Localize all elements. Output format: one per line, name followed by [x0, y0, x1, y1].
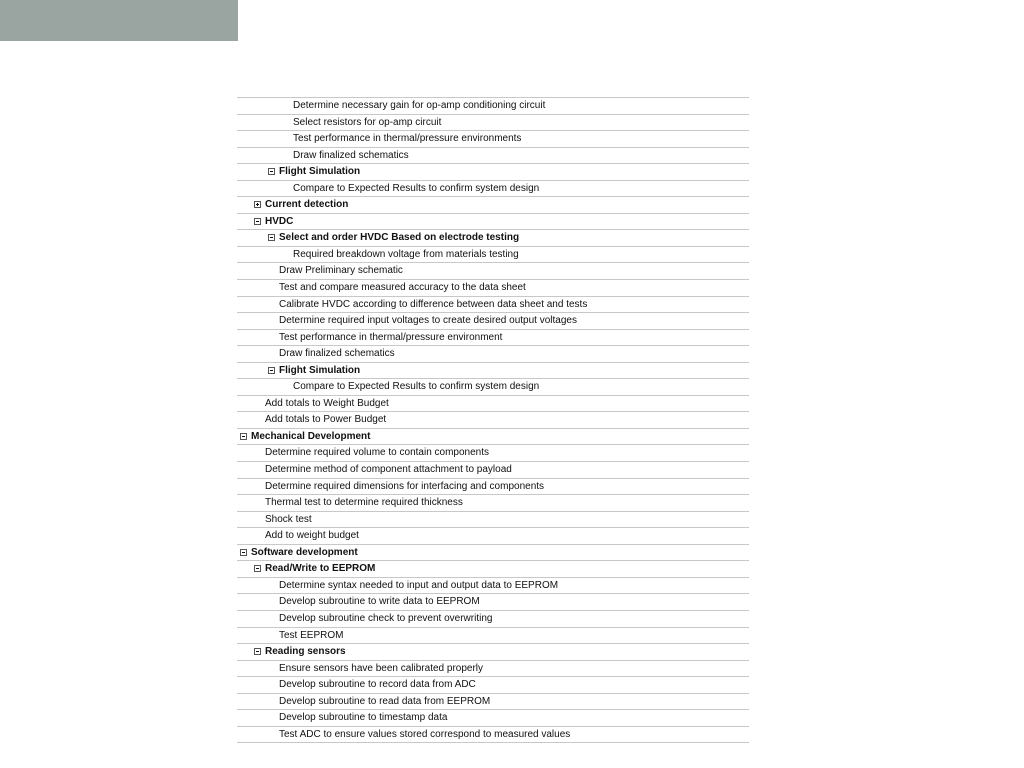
task-row[interactable]: [237, 628, 749, 645]
task-label: Add totals to Weight Budget: [265, 397, 389, 409]
collapse-icon[interactable]: [240, 549, 247, 556]
task-row[interactable]: [237, 694, 749, 711]
task-row[interactable]: [237, 479, 749, 496]
task-outline: [237, 97, 749, 743]
task-row[interactable]: [237, 148, 749, 165]
task-row[interactable]: [237, 98, 749, 115]
task-row[interactable]: [237, 412, 749, 429]
task-label: Mechanical Development: [251, 430, 371, 442]
task-label: Compare to Expected Results to confirm system design: [293, 381, 540, 393]
summary-task-row[interactable]: [237, 561, 749, 578]
task-label: Flight Simulation: [279, 166, 361, 178]
task-label: Test ADC to ensure values stored correspond to measured values: [279, 728, 571, 740]
task-row[interactable]: [237, 396, 749, 413]
task-row[interactable]: [237, 330, 749, 347]
task-row[interactable]: [237, 247, 749, 264]
task-row[interactable]: [237, 512, 749, 529]
task-row[interactable]: [237, 710, 749, 727]
summary-task-row[interactable]: [237, 197, 749, 214]
task-row[interactable]: [237, 313, 749, 330]
collapse-icon[interactable]: [240, 433, 247, 440]
task-row[interactable]: [237, 115, 749, 132]
task-row[interactable]: [237, 280, 749, 297]
task-row[interactable]: [237, 594, 749, 611]
task-label: Determine required volume to contain components: [265, 447, 490, 459]
task-row[interactable]: [237, 611, 749, 628]
task-row[interactable]: [237, 379, 749, 396]
task-label: Software development: [251, 546, 358, 558]
task-label: Current detection: [265, 199, 349, 211]
task-label: Test performance in thermal/pressure environment: [279, 331, 503, 343]
task-label: Compare to Expected Results to confirm system design: [293, 182, 540, 194]
task-row[interactable]: [237, 495, 749, 512]
summary-task-row[interactable]: [237, 429, 749, 446]
task-label: Calibrate HVDC according to difference between data sheet and tests: [279, 298, 588, 310]
task-label: Required breakdown voltage from materials testing: [293, 248, 519, 260]
task-label: Select and order HVDC Based on electrode testing: [279, 232, 520, 244]
summary-task-row[interactable]: [237, 164, 749, 181]
task-row[interactable]: [237, 445, 749, 462]
collapse-icon[interactable]: [268, 367, 275, 374]
task-row[interactable]: [237, 528, 749, 545]
summary-task-row[interactable]: [237, 545, 749, 562]
task-row[interactable]: [237, 677, 749, 694]
collapse-icon[interactable]: [254, 648, 261, 655]
summary-task-row[interactable]: [237, 230, 749, 247]
task-label: Test EEPROM: [279, 629, 344, 641]
collapse-icon[interactable]: [268, 234, 275, 241]
task-label: HVDC: [265, 215, 294, 227]
task-label: Determine method of component attachment to payload: [265, 464, 512, 476]
task-label: Flight Simulation: [279, 364, 361, 376]
task-label: Develop subroutine to write data to EEPROM: [279, 596, 480, 608]
task-label: Shock test: [265, 513, 312, 525]
task-row[interactable]: [237, 462, 749, 479]
task-row[interactable]: [237, 181, 749, 198]
task-label: Test performance in thermal/pressure environments: [293, 133, 522, 145]
task-row[interactable]: [237, 131, 749, 148]
task-label: Determine required dimensions for interfacing and components: [265, 480, 545, 492]
task-row[interactable]: [237, 578, 749, 595]
collapse-icon[interactable]: [268, 168, 275, 175]
task-row[interactable]: [237, 297, 749, 314]
task-label: Develop subroutine to timestamp data: [279, 712, 448, 724]
task-label: Draw finalized schematics: [279, 348, 395, 360]
task-label: Determine required input voltages to create desired output voltages: [279, 315, 577, 327]
task-row[interactable]: [237, 661, 749, 678]
task-row[interactable]: [237, 346, 749, 363]
task-label: Draw finalized schematics: [293, 149, 409, 161]
task-label: Select resistors for op-amp circuit: [293, 116, 442, 128]
task-label: Determine syntax needed to input and output data to EEPROM: [279, 579, 559, 591]
task-label: Read/Write to EEPROM: [265, 563, 376, 575]
task-row[interactable]: [237, 263, 749, 280]
task-label: Ensure sensors have been calibrated properly: [279, 662, 484, 674]
task-label: Thermal test to determine required thickness: [265, 497, 463, 509]
task-label: Develop subroutine to record data from ADC: [279, 679, 476, 691]
task-label: Test and compare measured accuracy to the data sheet: [279, 282, 526, 294]
corner-decoration: [0, 0, 238, 41]
task-label: Develop subroutine to read data from EEPROM: [279, 695, 491, 707]
task-label: Draw Preliminary schematic: [279, 265, 403, 277]
summary-task-row[interactable]: [237, 363, 749, 380]
summary-task-row[interactable]: [237, 644, 749, 661]
task-label: Develop subroutine check to prevent overwriting: [279, 612, 493, 624]
expand-icon[interactable]: [254, 201, 261, 208]
task-label: Add totals to Power Budget: [265, 414, 387, 426]
collapse-icon[interactable]: [254, 218, 261, 225]
task-row[interactable]: [237, 727, 749, 744]
collapse-icon[interactable]: [254, 565, 261, 572]
summary-task-row[interactable]: [237, 214, 749, 231]
task-label: Add to weight budget: [265, 530, 359, 542]
task-label: Reading sensors: [265, 646, 346, 658]
task-label: Determine necessary gain for op-amp conditioning circuit: [293, 100, 546, 111]
